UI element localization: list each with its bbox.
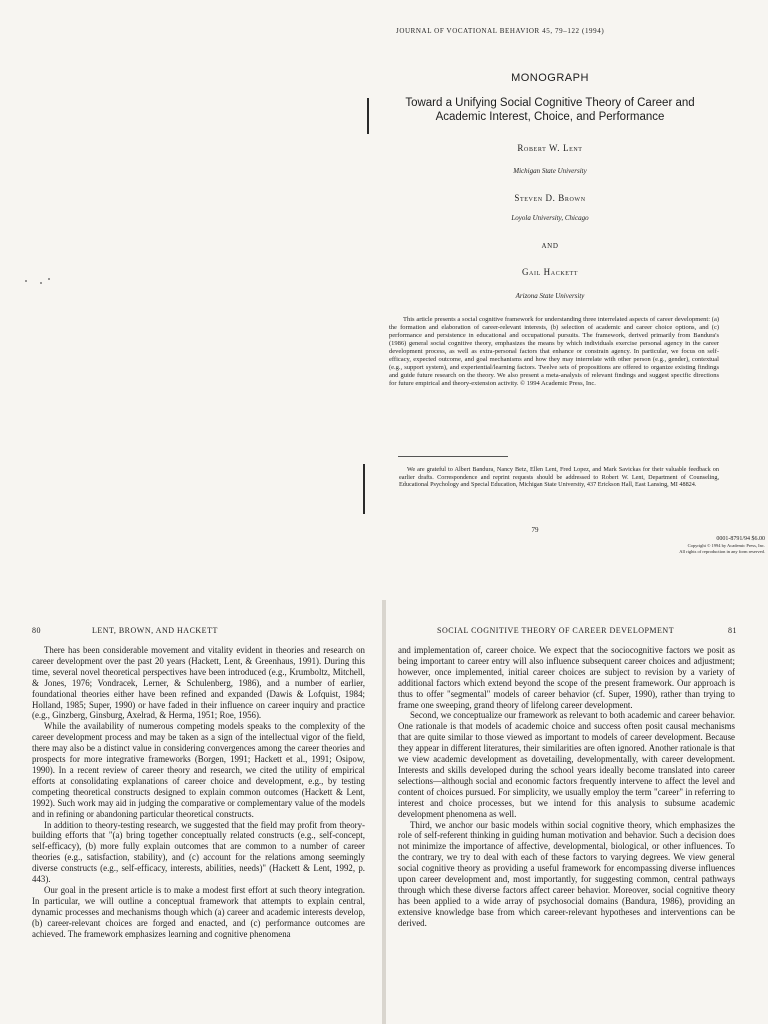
and-separator: AND xyxy=(541,242,559,250)
affiliation-2: Loyola University, Chicago xyxy=(511,214,589,222)
monograph-label: MONOGRAPH xyxy=(511,72,589,84)
title-line-1: Toward a Unifying Social Cognitive Theory of Career and xyxy=(405,97,695,109)
footnote-rule xyxy=(398,456,508,457)
affiliation-1: Michigan State University xyxy=(513,167,587,175)
running-head-right: SOCIAL COGNITIVE THEORY OF CAREER DEVELOPMENT xyxy=(437,626,675,635)
paragraph: Our goal in the present article is to make a modest first effort at such theory integration. In particular, we will outline a conceptual framework that attempts to explain central, dynamic processes and mechanisms though which (a) career and academic interests develop, (b) career-relevant choices are forged and enacted, and (c) performance outcomes are achieved. The framework emphasizes learning and cognitive phenomena xyxy=(32,884,365,939)
author-2: Steven D. Brown xyxy=(514,193,586,203)
page-number-79: 79 xyxy=(531,526,539,534)
scan-speck xyxy=(25,280,27,282)
margin-bar-bottom xyxy=(363,464,365,514)
paragraph: While the availability of numerous competing models speaks to the complexity of the career development process and may be taken as a sign of the intellectual vigor of the field, there may also be a distinct value in considering convergences among the career theories and prospects for more integrative frameworks (Borgen, 1991; Hackett et al., 1991; Osipow, 1990). In a recent review of career theory and research, we cited the utility of empirical efforts at consolidating explanations of career choice and development, e.g., by testing competing theoretical constructs designed to explain common outcomes (Hackett & Lent, 1992). Such work may aid in judging the comparative or complementary value of the models and in refining or abandoning particular theoretical constructs. xyxy=(32,721,365,819)
paragraph: Second, we conceptualize our framework as relevant to both academic and career behavior. One rationale is that models of academic choice and success often posit causal mechanisms that are quite similar to those viewed as important to models of career development. Because they appear in different literatures, their similarities are often ignored. Another rationale is that we view academic development as dovetailing, developmentally, with career development. Interests and skills developed during the school years ideally become translated into career selections—although social and economic factors frequently intervene to affect the level and content of choices pursued. For simplicity, we usually employ the term "career" in referring to interest and choice processes, but we intend for this analysis to subsume academic development phenomena as well. xyxy=(398,710,735,819)
running-head-left: LENT, BROWN, AND HACKETT xyxy=(92,626,218,635)
page-gutter xyxy=(382,600,386,1024)
affiliation-3: Arizona State University xyxy=(515,292,585,300)
scan-speck xyxy=(40,282,42,284)
body-column-right xyxy=(398,645,735,1024)
abstract: This article presents a social cognitive framework for understanding three interrelated aspects of career development: (a) the formation and elaboration of career-relevant interests, (b) selection of academic and career choice options, and (c) performance and persistence in educational and occupational pursuits. The framework, derived primarily from Bandura's (1986) general social cognitive theory, emphasizes the means by which individuals exercise personal agency in the career development process, as well as extra-personal factors that enhance or constrain agency. In particular, we focus on self-efficacy, expected outcome, and goal mechanisms and how they may interrelate with other person (e.g., gender), contextual (e.g., support system), and experiential/learning factors. Twelve sets of propositions are offered to organize existing findings and guide future research on the theory. We also present a meta-analysis of relevant findings and suggest specific directions for future empirical and theory-extension activity. © 1994 Academic Press, Inc. xyxy=(389,316,719,387)
page-number-80: 80 xyxy=(32,626,41,635)
paragraph: and implementation of, career choice. We expect that the sociocognitive factors we posit as being important to career entry will also influence subsequent career choices and adjustment; however, once implemented, initial career choices are subject to revision by a variety of additional factors which extend beyond the scope of the present framework. Our approach is thus to offer "segmental" models of career behavior (cf. Super, 1990), rather than trying to frame one sweeping, grand theory of lifelong career development. xyxy=(398,645,735,710)
journal-citation: JOURNAL OF VOCATIONAL BEHAVIOR 45, 79–122 (1994) xyxy=(396,27,605,35)
paragraph: There has been considerable movement and vitality evident in theories and research on career development over the past 20 years (Hackett, Lent, & Greenhaus, 1991). During this time, several novel theoretical perspectives have been introduced (e.g., Krumboltz, Mitchell, & Jones, 1976; Vondracek, Lerner, & Schulenberg, 1986), and a number of earlier, foundational theories either have been refined and expanded (Dawis & Lofquist, 1984; Holland, 1985; Super, 1990) or have faded in their influence on career inquiry and practice (e.g., Ginzberg, Ginsburg, Axelrad, & Herma, 1951; Roe, 1956). xyxy=(32,645,365,721)
author-1: Robert W. Lent xyxy=(517,143,583,153)
title-line-2: Academic Interest, Choice, and Performance xyxy=(435,111,665,123)
copyright-line: Copyright © 1994 by Academic Press, Inc. xyxy=(687,543,765,548)
paragraph: In addition to theory-testing research, we suggested that the field may profit from theory-building efforts that "(a) bring together conceptually related constructs (e.g., self-concept, self-efficacy), (b) more fully explain outcomes that are common to a number of career theories (e.g., satisfaction, stability), and (c) account for the relations among seemingly diverse constructs (e.g., self-efficacy, interests, abilities, needs)" (Hackett & Lent, 1992, p. 443). xyxy=(32,819,365,885)
author-3: Gail Hackett xyxy=(521,267,579,277)
page-number-81: 81 xyxy=(728,626,737,635)
issn-block xyxy=(560,536,765,555)
issn-price: 0001-8791/94 $6.00 xyxy=(716,536,765,542)
acknowledgment-footnote: We are grateful to Albert Bandura, Nancy Betz, Ellen Lent, Fred Lopez, and Mark Savickas for their valuable feedback on earlier drafts. Correspondence and reprint requests should be addressed to Robert W. Lent, Department of Counseling, Educational Psychology and Special Education, Michigan State University, 437 Erickson Hall, East Lansing, MI 48824. xyxy=(399,466,719,489)
body-column-left xyxy=(32,645,365,1024)
paragraph: Third, we anchor our basic models within social cognitive theory, which emphasizes the role of self-referent thinking in guiding human motivation and behavior. Such a decision does not minimize the importance of affective, developmental, biological, or other influences. To the contrary, we try to deal with each of these factors to varying degrees. We view general social cognitive theory as providing a useful framework for encompassing diverse influences upon career development and, most importantly, for suggesting common, central pathways through which these diverse factors affect career behavior. Moreover, social cognitive theory has been applied to a wide array of psychosocial domains (Bandura, 1986), providing an extensive knowledge base from which career-relevant hypotheses and interventions can be derived. xyxy=(398,819,735,928)
scan-speck xyxy=(48,278,50,280)
margin-bar-top xyxy=(367,98,369,134)
article-title xyxy=(380,96,720,124)
rights-line: All rights of reproduction in any form reserved. xyxy=(679,549,765,554)
